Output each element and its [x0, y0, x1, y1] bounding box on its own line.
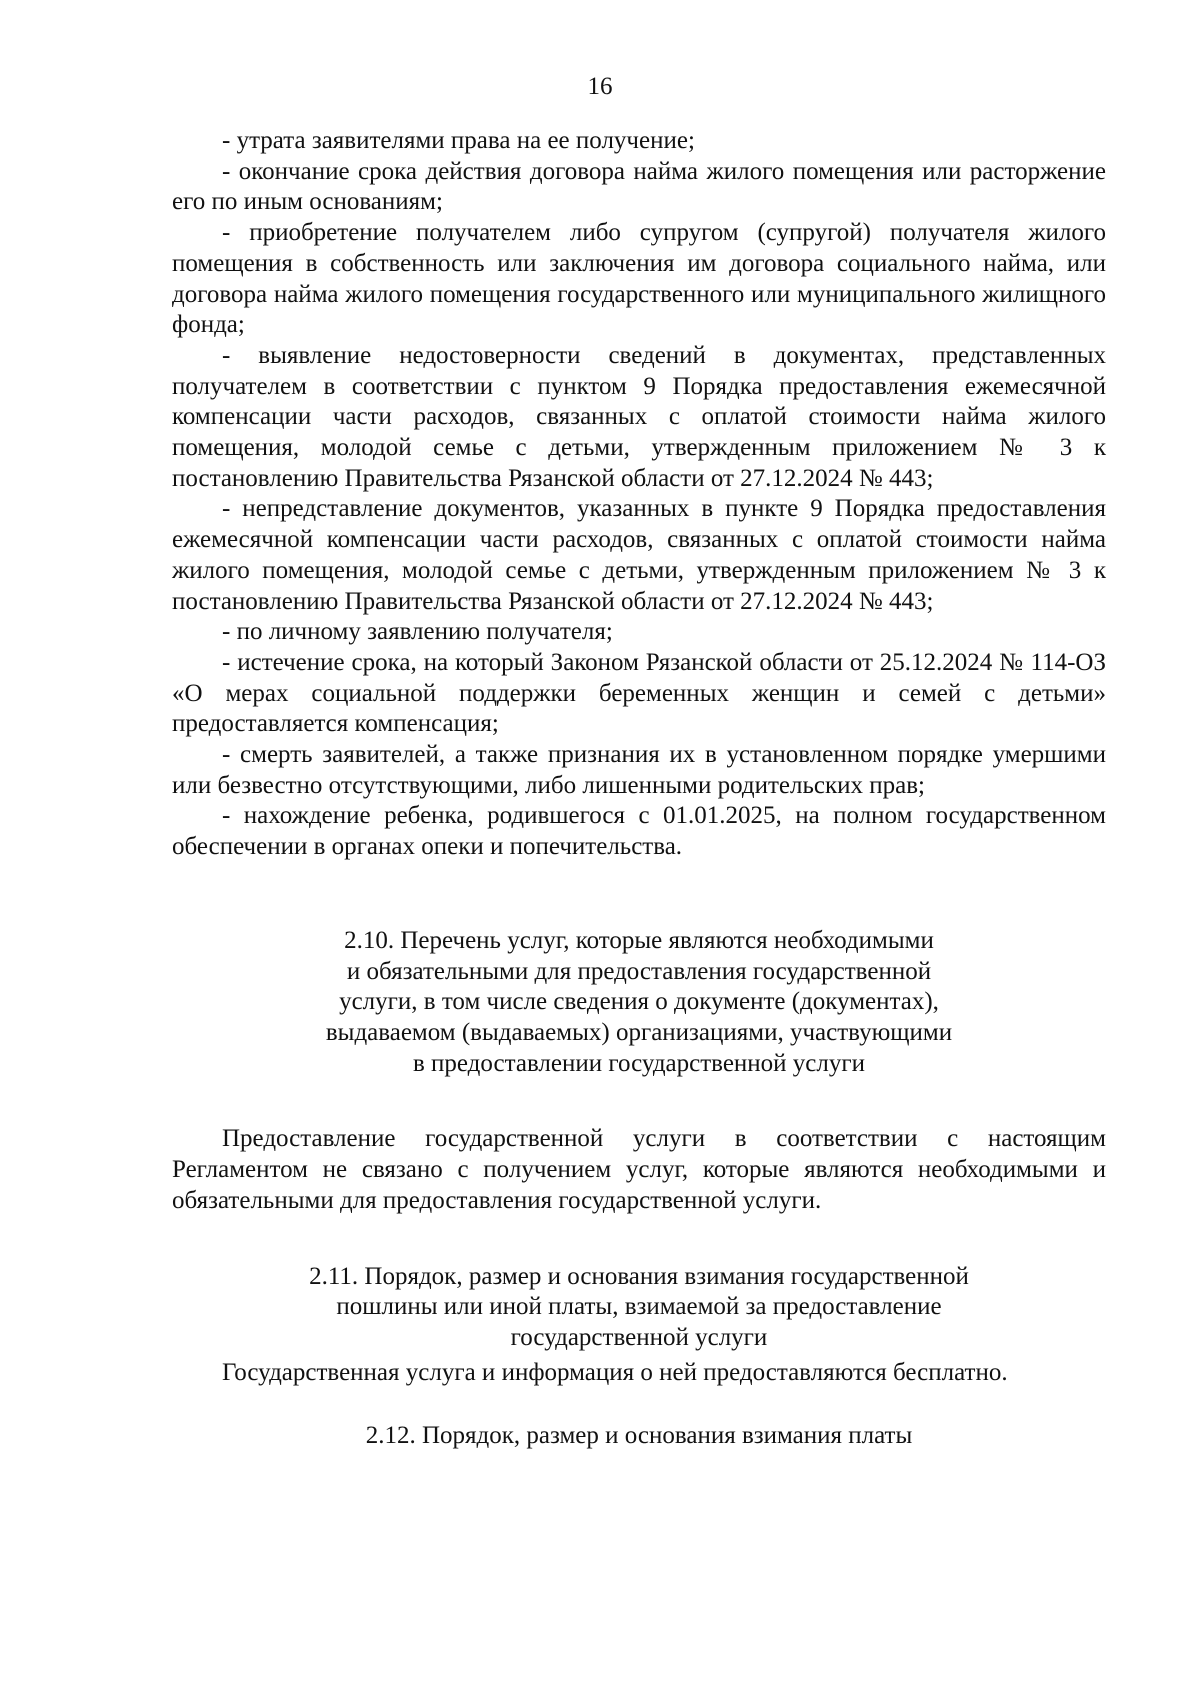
- heading-line: 2.12. Порядок, размер и основания взимания платы: [365, 1422, 913, 1450]
- list-item: - истечение срока, на который Законом Рязанской области от 25.12.2024 № 114-ОЗ «О мерах социальной поддержки беременных женщин и семей с детьми» предоставляется компенсация;: [172, 648, 1106, 738]
- heading-line: и обязательными для предоставления государственной: [346, 957, 932, 985]
- heading-line: в предоставлении государственной услуги: [412, 1049, 866, 1077]
- section-heading-2-12: [172, 1421, 1106, 1452]
- heading-line: пошлины или иной платы, взимаемой за предоставление: [336, 1293, 942, 1321]
- list-item: - окончание срока действия договора найма жилого помещения или расторжение его по иным основаниям;: [172, 157, 1106, 216]
- section-heading-2-11: [172, 1262, 1106, 1354]
- document-body: [172, 126, 1106, 1452]
- heading-line: 2.10. Перечень услуг, которые являются необходимыми: [344, 926, 934, 954]
- termination-grounds-list: [172, 126, 1106, 863]
- heading-line: государственной услуги: [510, 1323, 768, 1351]
- section-paragraph-2-10: Предоставление государственной услуги в соответствии с настоящим Регламентом не связано с получением услуг, которые являются необходимыми и обязательными для предоставления государственной услуги.: [172, 1125, 1106, 1214]
- heading-line: услуги, в том числе сведения о документе (документах),: [339, 988, 939, 1016]
- heading-line: выдаваемом (выдаваемых) организациями, участвующими: [325, 1018, 953, 1046]
- list-item: - приобретение получателем либо супругом (супругой) получателя жилого помещения в собственность или заключения им договора социального найма, или договора найма жилого помещения государственного или муниципального жилищного фонда;: [172, 219, 1106, 339]
- list-item: - нахождение ребенка, родившегося с 01.01.2025, на полном государственном обеспечении в органах опеки и попечительства.: [172, 802, 1106, 861]
- list-item: - утрата заявителями права на ее получение;: [222, 127, 695, 154]
- list-item: - выявление недостоверности сведений в документах, представленных получателем в соответствии с пунктом 9 Порядка предоставления ежемесячной компенсации части расходов, связанных с оплатой стоимости найма жилого помещения, молодой семье с детьми, утвержденным приложением № 3 к постановлению Правительства Рязанской области от 27.12.2024 № 443;: [172, 341, 1106, 492]
- list-item: - смерть заявителей, а также признания их в установленном порядке умершими или безвестно отсутствующими, либо лишенными родительских прав;: [172, 741, 1106, 799]
- list-item: - непредставление документов, указанных в пункте 9 Порядка предоставления ежемесячной компенсации части расходов, связанных с оплатой стоимости найма жилого помещения, молодой семье с детьми, утвержденным приложением № 3 к постановлению Правительства Рязанской области от 27.12.2024 № 443;: [172, 495, 1106, 615]
- page-number: 16: [587, 73, 613, 100]
- heading-line: 2.11. Порядок, размер и основания взимания государственной: [309, 1262, 969, 1290]
- section-paragraph-2-11: Государственная услуга и информация о ней предоставляются бесплатно.: [222, 1358, 1008, 1386]
- list-item: - по личному заявлению получателя;: [222, 618, 613, 646]
- section-heading-2-10: [172, 926, 1106, 1080]
